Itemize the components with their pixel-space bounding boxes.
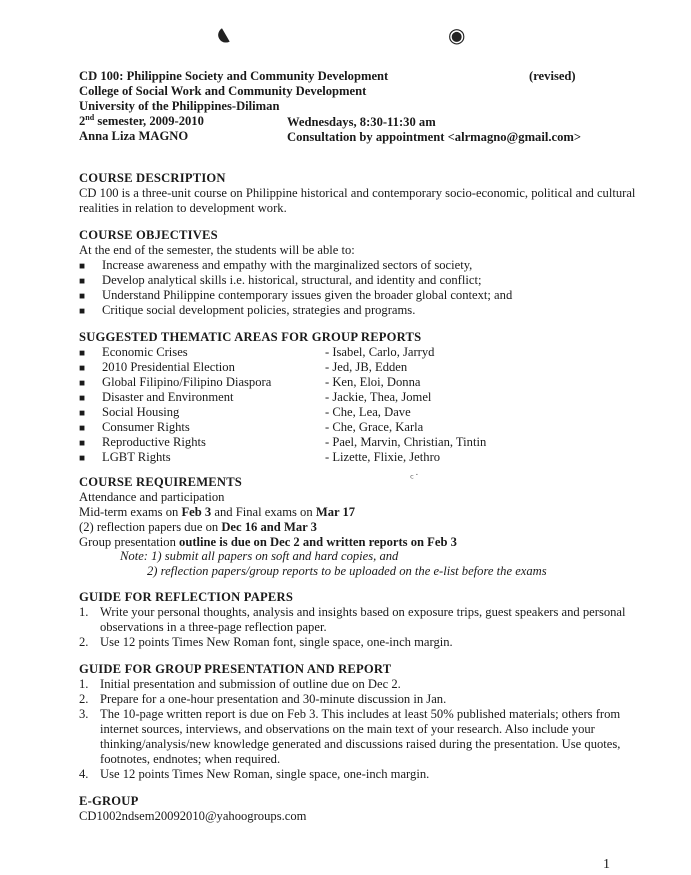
scan-mark-right: ◉ [448,23,466,47]
text-run: outline is due on Dec 2 and written reports on Feb 3 [179,535,457,549]
college-name: College of Social Work and Community Development [79,84,367,98]
egroup-heading: E-GROUP [79,794,139,808]
bullet-icon: ■ [79,408,86,419]
group-item [79,767,429,782]
thematic-row [79,405,179,421]
bullet-icon: ■ [79,453,86,464]
text-run: Mar 17 [315,505,356,519]
reflection-item-cont: observations in a three-page reflection paper. [100,620,327,634]
thematic-topic: Disaster and Environment [102,390,234,404]
item-number: 1. [79,605,89,619]
thematic-members: - Lizette, Flixie, Jethro [325,450,441,464]
thematic-members: - Che, Lea, Dave [325,405,411,419]
bullet-icon: ■ [79,423,86,434]
scan-mark-stray: ᶜ˙ [410,472,420,485]
thematic-topic: LGBT Rights [102,450,171,464]
item-number: 4. [79,767,89,781]
thematic-row [79,435,206,451]
instructor-name: Anna Liza MAGNO [79,129,189,143]
reflection-guide-heading: GUIDE FOR REFLECTION PAPERS [79,590,294,604]
group-item-cont: footnotes, endnotes; when required. [100,752,281,766]
bullet-icon: ■ [79,348,86,359]
reflection-item [79,605,626,620]
text-run: Group presentation [79,535,180,549]
course-description-line: CD 100 is a three-unit course on Philippine historical and contemporary socio-economic, political and cultural [79,186,636,200]
thematic-row [79,450,171,466]
bullet-icon: ■ [79,393,86,404]
semester [79,114,204,129]
objective-item [79,303,415,319]
requirement-note: Note: 1) submit all papers on soft and hard copies, and [120,549,399,563]
thematic-row [79,375,271,391]
bullet-icon: ■ [79,306,86,317]
thematic-topic: Consumer Rights [102,420,190,434]
item-text: The 10-page written report is due on Feb 3. This includes at least 50% published materials; others from [100,707,621,721]
item-text: Prepare for a one-hour presentation and 30-minute discussion in Jan. [100,692,447,706]
text-run: Feb 3 [181,505,212,519]
objective-text: Increase awareness and empathy with the marginalized sectors of society, [102,258,473,272]
objective-text: Understand Philippine contemporary issues given the broader global context; and [102,288,513,302]
item-text: Initial presentation and submission of outline due on Dec 2. [100,677,401,691]
semester-ordinal: 2 [79,114,86,128]
thematic-topic: Economic Crises [102,345,188,359]
thematic-areas-heading: SUGGESTED THEMATIC AREAS FOR GROUP REPORTS [79,330,422,344]
item-text: Write your personal thoughts, analysis and insights based on exposure trips, guest speakers and personal [100,605,626,619]
objective-text: Develop analytical skills i.e. historical, structural, and identity and conflict; [102,273,482,287]
thematic-topic: Global Filipino/Filipino Diaspora [102,375,272,389]
group-item [79,692,446,707]
thematic-topic: Reproductive Rights [102,435,206,449]
university-name: University of the Philippines-Diliman [79,99,280,113]
requirement-attendance: Attendance and participation [79,490,225,504]
thematic-topic: Social Housing [102,405,180,419]
item-number: 1. [79,677,89,691]
group-item [79,707,620,722]
thematic-row [79,345,188,361]
bullet-icon: ■ [79,291,86,302]
item-number: 2. [79,635,89,649]
consultation-info: Consultation by appointment <alrmagno@gmail.com> [287,130,582,144]
scan-mark-left: ◖ [211,22,233,49]
thematic-members: - Isabel, Carlo, Jarryd [325,345,435,359]
thematic-row [79,360,235,376]
course-objectives-heading: COURSE OBJECTIVES [79,228,218,242]
bullet-icon: ■ [79,438,86,449]
group-item-cont: internet sources, interviews, and observations on the main text of your research. Also include your [100,722,595,736]
objective-text: Critique social development policies, strategies and programs. [102,303,416,317]
schedule: Wednesdays, 8:30-11:30 am [287,115,436,129]
objective-item [79,273,481,289]
requirements-heading: COURSE REQUIREMENTS [79,475,242,489]
bullet-icon: ■ [79,276,86,287]
bullet-icon: ■ [79,363,86,374]
thematic-members: - Che, Grace, Karla [325,420,424,434]
page-number: 1 [603,857,610,872]
text-run: (2) reflection papers due on [79,520,222,534]
group-item [79,677,401,692]
thematic-row [79,390,234,406]
course-description-heading: COURSE DESCRIPTION [79,171,226,185]
semester-rest: semester, 2009-2010 [94,114,204,128]
text-run: Mid-term exams on [79,505,182,519]
thematic-members: - Jed, JB, Edden [325,360,408,374]
revised-label: (revised) [529,69,576,83]
objective-item [79,288,512,304]
course-description-line: realities in relation to development work. [79,201,287,215]
semester-sup: nd [85,112,95,122]
objective-item [79,258,472,274]
bullet-icon: ■ [79,261,86,272]
thematic-members: - Jackie, Thea, Jomel [325,390,432,404]
text-run: and Final exams on [211,505,316,519]
requirement-note: 2) reflection papers/group reports to be uploaded on the e-list before the exams [147,564,547,578]
thematic-row [79,420,190,436]
course-title: CD 100: Philippine Society and Community Development [79,69,389,83]
item-text: Use 12 points Times New Roman font, single space, one-inch margin. [100,635,453,649]
text-run: Dec 16 and Mar 3 [221,520,317,534]
bullet-icon: ■ [79,378,86,389]
requirement-exams [79,505,355,520]
thematic-members: - Ken, Eloi, Donna [325,375,421,389]
thematic-topic: 2010 Presidential Election [102,360,235,374]
egroup-address: CD1002ndsem20092010@yahoogroups.com [79,809,307,823]
objectives-intro: At the end of the semester, the students will be able to: [79,243,355,257]
item-text: Use 12 points Times New Roman, single space, one-inch margin. [100,767,430,781]
item-number: 2. [79,692,89,706]
group-item-cont: thinking/analysis/new knowledge generated and discussions raised during the presentation. Use quotes, [100,737,621,751]
item-number: 3. [79,707,89,721]
reflection-item [79,635,453,650]
group-guide-heading: GUIDE FOR GROUP PRESENTATION AND REPORT [79,662,392,676]
thematic-members: - Pael, Marvin, Christian, Tintin [325,435,487,449]
requirement-papers [79,520,317,535]
